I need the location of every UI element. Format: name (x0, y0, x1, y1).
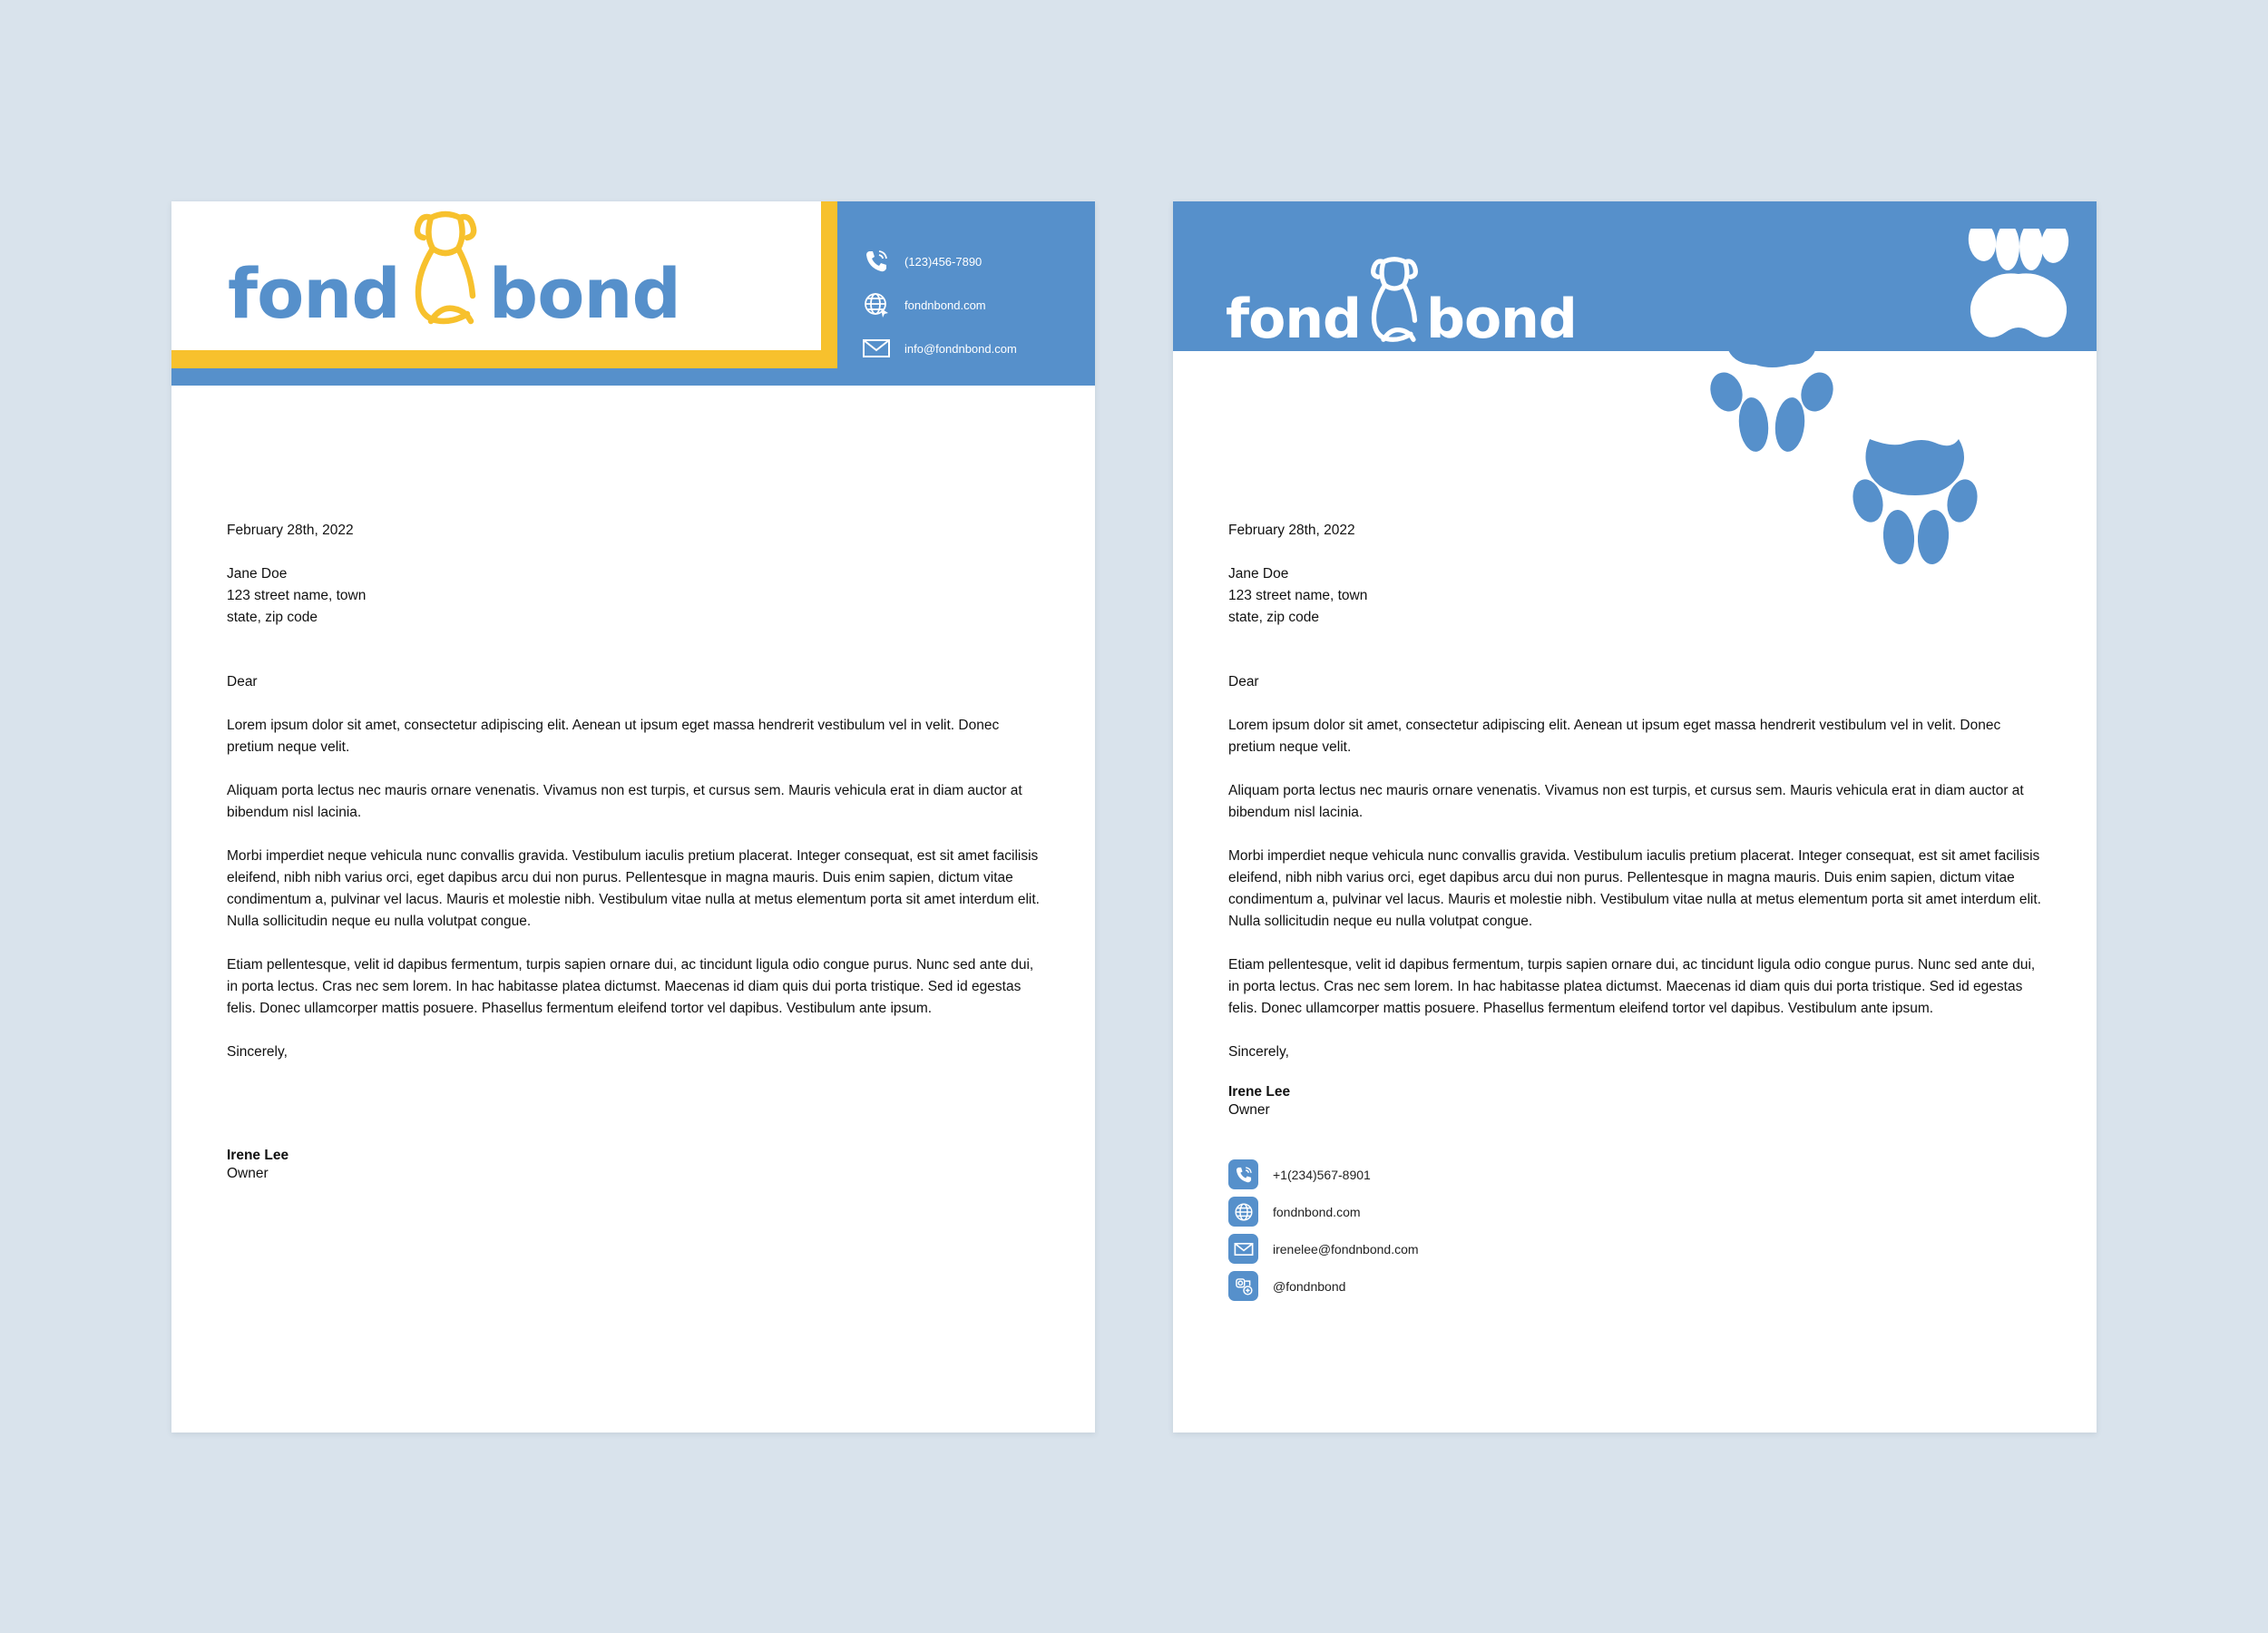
contact-website[interactable] (1228, 1193, 2045, 1230)
phone-icon (861, 246, 892, 277)
salutation: Dear (227, 674, 258, 689)
footer-contact-list (1228, 1156, 2045, 1305)
recipient-address (227, 563, 1043, 629)
contact-phone[interactable] (1228, 1156, 2045, 1193)
signature-block (1228, 1083, 2045, 1120)
body-paragraph: Lorem ipsum dolor sit amet, consectetur adipiscing elit. Aenean ut ipsum eget massa hendrerit vestibulum vel in velit. Donec pretium neque velit. (1228, 718, 2001, 755)
brand-logo (1226, 256, 1577, 351)
recipient-state: state, zip code (227, 610, 318, 625)
body-paragraph: Aliquam porta lectus nec mauris ornare venenatis. Vivamus non est turpis, et cursus sem. Mauris vehicula erat in diam auctor at bibendum nisl lacinia. (227, 783, 1022, 820)
body-paragraph: Etiam pellentesque, velit id dapibus fermentum, turpis sapien ornare dui, ac tincidunt ligula odio congue purus. Nunc sed ante dui, in porta lectus. Cras nec sem lorem. In hac habitasse platea dictumst. Maecenas id diam quis dui porta tristique. Sed id egestas felis. Donec ullamcorper mattis posuere. Phasellus fermentum eleifend tortor vel dapibus. Vestibulum ante ipsum. (1228, 957, 2036, 1016)
header-yellow-accent-horizontal (171, 350, 837, 368)
recipient-state: state, zip code (1228, 610, 1319, 625)
letterhead-a (171, 201, 1095, 1433)
recipient-street: 123 street name, town (227, 588, 367, 603)
brand-logo (228, 229, 680, 334)
paw-print-icon (1708, 345, 1835, 481)
signature-block (227, 1147, 1043, 1183)
contact-website[interactable] (861, 283, 1017, 327)
signer-title: Owner (1228, 1102, 1270, 1118)
closing: Sincerely, (227, 1044, 288, 1060)
recipient-address (1228, 563, 2045, 629)
header-yellow-accent-vertical (821, 201, 837, 368)
social-media-icon (1228, 1271, 1258, 1301)
logo-word-left: fond (1226, 288, 1361, 351)
letter-body (227, 520, 1043, 1183)
contact-email[interactable] (1228, 1230, 2045, 1267)
letter-date: February 28th, 2022 (1228, 523, 1355, 538)
logo-word-right: bond (1426, 288, 1577, 351)
contact-email-text: info@fondnbond.com (904, 341, 1017, 356)
signer-name: Irene Lee (227, 1148, 289, 1163)
contact-phone[interactable] (861, 240, 1017, 283)
letter-body (1228, 520, 2045, 1305)
body-paragraph: Aliquam porta lectus nec mauris ornare venenatis. Vivamus non est turpis, et cursus sem. Mauris vehicula erat in diam auctor at bibendum nisl lacinia. (1228, 783, 2024, 820)
body-paragraph: Etiam pellentesque, velit id dapibus fermentum, turpis sapien ornare dui, ac tincidunt ligula odio congue purus. Nunc sed ante dui, in porta lectus. Cras nec sem lorem. In hac habitasse platea dictumst. Maecenas id diam quis dui porta tristique. Sed id egestas felis. Donec ullamcorper mattis posuere. Phasellus fermentum eleifend tortor vel dapibus. Vestibulum ante ipsum. (227, 957, 1034, 1016)
contact-email-text: irenelee@fondnbond.com (1273, 1241, 1419, 1257)
letter-date: February 28th, 2022 (227, 523, 354, 538)
logo-word-right: bond (488, 253, 680, 334)
dog-mascot-icon (413, 209, 478, 327)
contact-phone-text: +1(234)567-8901 (1273, 1167, 1371, 1182)
signer-title: Owner (227, 1166, 269, 1181)
body-paragraph: Morbi imperdiet neque vehicula nunc convallis gravida. Vestibulum iaculis pretium placerat. Integer consequat, est sit amet facilisis eleifend, nibh nibh varius orci, eget dapibus arcu dui non purus. Pellentesque in magna mauris. Duis enim sapien, dictum vitae condimentum a, pulvinar vel lacus. Mauris et molestie nibh. Vestibulum vitae nulla at metus elementum porta sit amet interdum elit. Nulla sollicitudin neque eu nulla volutpat congue. (1228, 848, 2041, 929)
body-paragraph: Morbi imperdiet neque vehicula nunc convallis gravida. Vestibulum iaculis pretium placerat. Integer consequat, est sit amet facilisis eleifend, nibh nibh varius orci, eget dapibus arcu dui non purus. Pellentesque in magna mauris. Duis enim sapien, dictum vitae condimentum a, pulvinar vel lacus. Mauris et molestie nibh. Vestibulum vitae nulla at metus elementum porta sit amet interdum elit. Nulla sollicitudin neque eu nulla volutpat congue. (227, 848, 1040, 929)
contact-website-text: fondnbond.com (904, 298, 986, 312)
globe-icon (1228, 1197, 1258, 1227)
contact-phone-text: (123)456-7890 (904, 254, 982, 269)
recipient-name: Jane Doe (1228, 566, 1289, 582)
phone-icon (1228, 1159, 1258, 1189)
mail-icon (1228, 1234, 1258, 1264)
closing: Sincerely, (1228, 1044, 1289, 1060)
dog-mascot-icon (1370, 254, 1419, 345)
body-paragraph: Lorem ipsum dolor sit amet, consectetur adipiscing elit. Aenean ut ipsum eget massa hendrerit vestibulum vel in velit. Donec pretium neque velit. (227, 718, 1000, 755)
letterhead-b (1173, 201, 2097, 1433)
paw-print-icon (1955, 229, 2082, 352)
contact-social-text: @fondnbond (1273, 1278, 1346, 1294)
contact-social[interactable] (1228, 1267, 2045, 1305)
recipient-name: Jane Doe (227, 566, 288, 582)
salutation: Dear (1228, 674, 1259, 689)
logo-word-left: fond (228, 253, 400, 334)
recipient-street: 123 street name, town (1228, 588, 1368, 603)
signer-name: Irene Lee (1228, 1084, 1291, 1100)
contact-email[interactable] (861, 327, 1017, 370)
globe-icon (861, 289, 892, 320)
contact-website-text: fondnbond.com (1273, 1204, 1361, 1219)
header-contact-list (861, 240, 1017, 370)
mail-icon (861, 333, 892, 364)
